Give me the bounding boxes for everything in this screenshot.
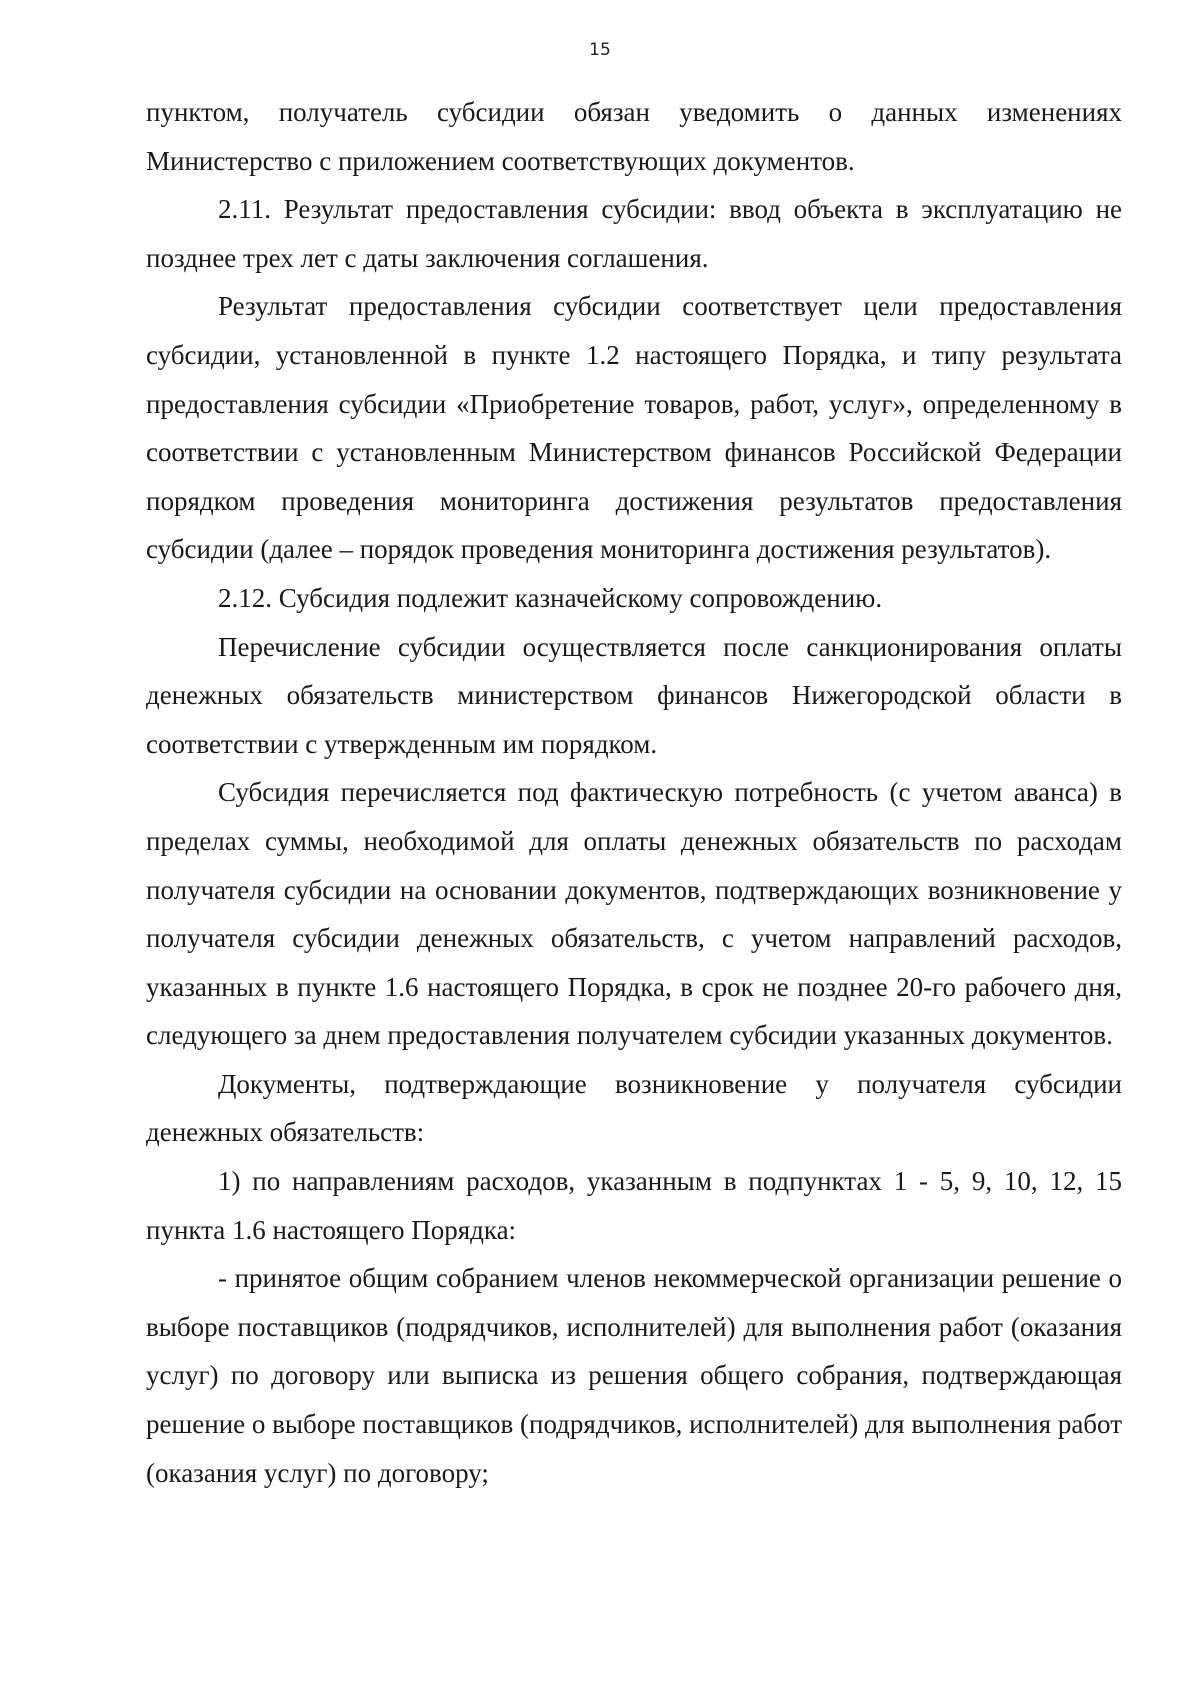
list-item-dash: - принятое общим собранием членов некоммерческой организации решение о выборе поставщиков (подрядчиков, исполнителей) для выполнения работ (оказания услуг) по договору или выписка из решения общего собрания, подтверждающая решение о выборе поставщиков (подрядчиков, исполнителей) для выполнения работ (оказания услуг) по договору; (146, 1263, 1122, 1488)
document-body (146, 88, 1122, 1497)
page-number: 15 (589, 40, 611, 60)
paragraph-subsidy-payment: Субсидия перечисляется под фактическую потребность (с учетом аванса) в пределах суммы, необходимой для оплаты денежных обязательств по расходам получателя субсидии на основании документов, подтверждающих возникновение у получателя субсидии денежных обязательств, с учетом направлений расходов, указанных в пункте 1.6 настоящего Порядка, в срок не позднее 20-го рабочего дня, следующего за днем предоставления получателем субсидии указанных документов. (146, 777, 1122, 1051)
paragraph-transfer: Перечисление субсидии осуществляется после санкционирования оплаты денежных обязательств министерством финансов Нижегородской области в соответствии с утвержденным им порядком. (146, 631, 1122, 759)
paragraph-continuation: пунктом, получатель субсидии обязан уведомить о данных изменениях Министерство с приложением соответствующих документов. (146, 97, 1122, 176)
list-item-1: 1) по направлениям расходов, указанным в подпунктах 1 - 5, 9, 10, 12, 15 пункта 1.6 настоящего Порядка: (146, 1166, 1122, 1245)
paragraph-2-11: 2.11. Результат предоставления субсидии: ввод объекта в эксплуатацию не позднее трех лет с даты заключения соглашения. (146, 194, 1122, 273)
paragraph-2-12: 2.12. Субсидия подлежит казначейскому сопровождению. (218, 582, 883, 613)
paragraph-result: Результат предоставления субсидии соответствует цели предоставления субсидии, установленной в пункте 1.2 настоящего Порядка, и типу результата предоставления субсидии «Приобретение товаров, работ, услуг», определенному в соответствии с установленным Министерством финансов Российской Федерации порядком проведения мониторинга достижения результатов предоставления субсидии (далее – порядок проведения мониторинга достижения результатов). (146, 291, 1122, 565)
paragraph-documents: Документы, подтверждающие возникновение у получателя субсидии денежных обязательств: (146, 1068, 1122, 1148)
